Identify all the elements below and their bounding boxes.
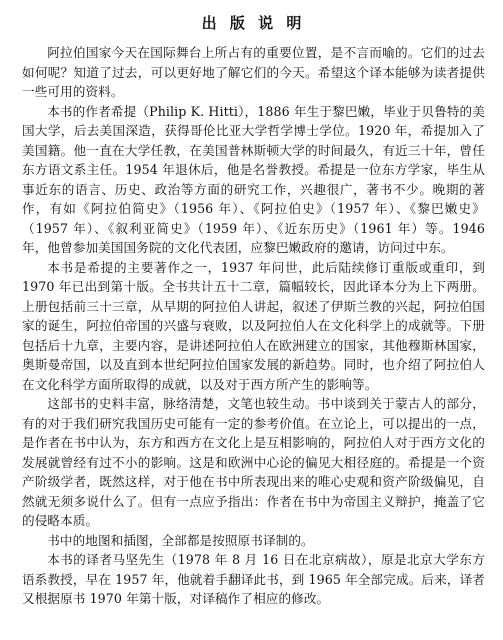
paragraph-book-structure: 本书是希提的主要著作之一，1937 年问世，此后陆续修订重版或重印，到 1970 年已出到第十版。全书共计五十二章，篇幅较长，因此译本分为上下两册。上册包括前三十三章，从早期的阿拉伯人讲起，叙述了伊斯兰教的兴起，阿拉伯国家的诞生，阿拉伯帝国的兴盛与衰败，以及阿拉伯人在文化科学上的成就等。下册包括后十九章，主要内容，是讲述阿拉伯人在欧洲建立的国家，其他穆斯林国家，奥斯曼帝国，以及直到本世纪阿拉伯国家发展的新趋势。同时，也介绍了阿拉伯人在文化科学方面所取得的成就，以及对于西方所产生的影响等。 bbox=[22, 259, 485, 392]
paragraph-translator: 本书的译者马坚先生（1978 年 8 月 16 日在北京病故），原是北京大学东方语系教授，早在 1957 年，他就着手翻译此书，到 1965 年全部完成。后来，译者又根据原书 1970 年第十版，对译稿作了相应的修改。 bbox=[22, 552, 485, 606]
paragraph-evaluation: 这部书的史料丰富，脉络清楚，文笔也较生动。书中谈到关于蒙古人的部分，有的对于我们研究我国历史可能有一定的参考价值。在立论上，可以提出的一点，是作者在书中认为，东方和西方在文化上是互相影响的，阿拉伯人对于西方文化的发展就曾经有过不小的影响。这是和欧洲中心论的偏见大相径庭的。希提是一个资产阶级学者，既然这样，对于他在书中所表现出来的唯心史观和资产阶级偏见，自然就无须多说什么了。但有一点应予指出：作者在书中为帝国主义辩护，掩盖了它的侵略本质。 bbox=[22, 396, 485, 528]
page-title: 出 版 说 明 bbox=[201, 14, 306, 32]
paragraph-intro: 阿拉伯国家今天在国际舞台上所占有的重要位置，是不言而喻的。它们的过去如何呢？知道了过去，可以更好地了解它们的今天。希望这个译本能够为读者提供一些可用的资料。 bbox=[22, 45, 485, 99]
paragraph-author: 本书的作者希提（Philip K. Hitti），1886 年生于黎巴嫩，毕业于贝鲁特的美国大学，后去美国深造，获得哥伦比亚大学哲学博士学位。1920 年，希提加入了美国籍。他一直在大学任教，在美国普林斯顿大学的时间最久，有近三十年，曾任东方语文系主任。1954 年退休后，他是名誉教授。希提是一位东方学家，毕生从事近东的语言、历史、政治等方面的研究工作，兴趣很广，著书不少。晚期的著作，有如《阿拉伯简史》（1956 年）、《阿拉伯史》（1957 年）、《黎巴嫩史》（1957 年）、《叙利亚简史》（1959 年）、《近东历史》（1961 年）等。1946 年，他曾参加美国国务院的文化代表团，应黎巴嫩政府的邀请，访问过中东。 bbox=[22, 103, 485, 255]
paragraph-maps: 书中的地图和插图，全部都是按照原书译制的。 bbox=[47, 532, 314, 548]
